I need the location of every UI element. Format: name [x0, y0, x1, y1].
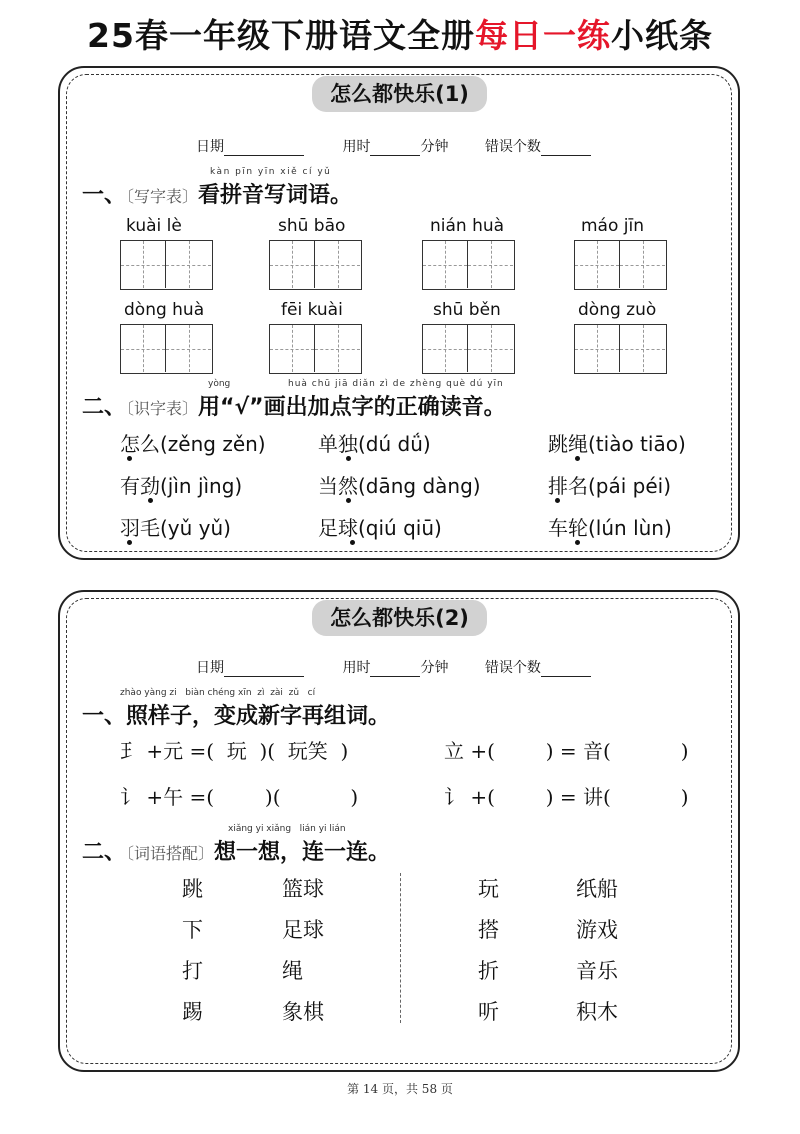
page-footer: 第 14 页，共 58 页 [347, 1082, 453, 1096]
q2-pinyin: huà chū jiā diǎn zì de zhèng què dú yīn [288, 379, 504, 389]
pinyin-word: dòng huà [124, 300, 205, 320]
match-word[interactable]: 跳 [182, 877, 203, 901]
match-word[interactable]: 音乐 [576, 959, 618, 983]
match-word[interactable]: 积木 [576, 1000, 618, 1024]
reading-option[interactable]: 跳绳(tiào tiāo) [548, 432, 686, 456]
writing-box[interactable] [120, 240, 213, 290]
emphasis-dot [127, 456, 132, 461]
reading-option[interactable]: 羽毛(yǔ yǔ) [120, 516, 231, 540]
q1-pinyin: kàn pīn yīn xiě cí yǔ [210, 167, 332, 177]
equation[interactable]: 立 +( ) = 音( ) [444, 739, 689, 763]
p2-q1-heading: 一、照样子，变成新字再组词。 [82, 704, 391, 729]
match-word[interactable]: 绳 [282, 959, 303, 983]
reading-option[interactable]: 当然(dāng dàng) [318, 474, 481, 498]
writing-box[interactable] [422, 240, 515, 290]
meta-row-1: 日期 用时 分钟 错误个数 [196, 136, 591, 156]
reading-option[interactable]: 有劲(jìn jìng) [120, 474, 243, 498]
reading-option[interactable]: 怎么(zěng zěn) [120, 432, 266, 456]
match-word[interactable]: 足球 [282, 918, 324, 942]
match-word[interactable]: 篮球 [282, 877, 324, 901]
pinyin-word: fēi kuài [281, 300, 343, 320]
p2-q2-pinyin: xiǎng yi xiǎng lián yi lián [228, 824, 346, 834]
match-word[interactable]: 听 [478, 1000, 499, 1024]
pinyin-word: dòng zuò [578, 300, 657, 320]
reading-option[interactable]: 单独(dú dǘ) [318, 432, 431, 456]
writing-box[interactable] [422, 324, 515, 374]
emphasis-dot [555, 498, 560, 503]
emphasis-dot [127, 540, 132, 545]
emphasis-dot [148, 498, 153, 503]
p1-q1-heading: 一、〔写字表〕看拼音写词语。 [82, 183, 353, 208]
match-word[interactable]: 象棋 [282, 1000, 324, 1024]
emphasis-dot [575, 456, 580, 461]
writing-box[interactable] [574, 240, 667, 290]
p2-q2-heading: 二、〔词语搭配〕想一想，连一连。 [82, 840, 391, 865]
reading-option[interactable]: 车轮(lún lùn) [548, 516, 672, 540]
match-word[interactable]: 游戏 [576, 918, 618, 942]
p2-q1-pinyin: zhào yàng zi biàn chéng xīn zì zài zǔ cí [120, 688, 316, 698]
match-word[interactable]: 打 [182, 959, 203, 983]
emphasis-dot [350, 540, 355, 545]
writing-box[interactable] [120, 324, 213, 374]
emphasis-dot [346, 498, 351, 503]
meta-row-2: 日期 用时 分钟 错误个数 [196, 657, 591, 677]
match-word[interactable]: 玩 [478, 877, 499, 901]
p1-q2-heading: 二、〔识字表〕用“√”画出加点字的正确读音。 [82, 395, 506, 420]
equation[interactable]: ⺩ +元 =( 玩 )( 玩笑 ) [120, 739, 349, 763]
page-title: 25春一年级下册语文全册每日一练小纸条 [87, 16, 713, 55]
pinyin-word: shū běn [433, 300, 501, 320]
q2-pinyin-yong: yòng [208, 379, 231, 389]
reading-option[interactable]: 排名(pái péi) [548, 474, 672, 498]
writing-box[interactable] [574, 324, 667, 374]
panel-2-tab: 怎么都快乐(2) [312, 600, 487, 636]
equation[interactable]: 讠 +( ) = 讲( ) [444, 785, 689, 809]
writing-box[interactable] [269, 240, 362, 290]
panel-1-tab: 怎么都快乐(1) [312, 76, 487, 112]
pinyin-word: máo jīn [581, 216, 645, 236]
match-word[interactable]: 搭 [478, 918, 499, 942]
column-divider [400, 873, 401, 1023]
match-word[interactable]: 下 [182, 918, 203, 942]
match-word[interactable]: 纸船 [576, 877, 618, 901]
emphasis-dot [346, 456, 351, 461]
reading-option[interactable]: 足球(qiú qiū) [318, 516, 442, 540]
pinyin-word: kuài lè [126, 216, 182, 236]
writing-box[interactable] [269, 324, 362, 374]
pinyin-word: nián huà [430, 216, 505, 236]
match-word[interactable]: 折 [478, 959, 499, 983]
pinyin-word: shū bāo [278, 216, 346, 236]
match-word[interactable]: 踢 [182, 1000, 203, 1024]
emphasis-dot [575, 540, 580, 545]
equation[interactable]: 讠 +午 =( )( ) [120, 785, 359, 809]
